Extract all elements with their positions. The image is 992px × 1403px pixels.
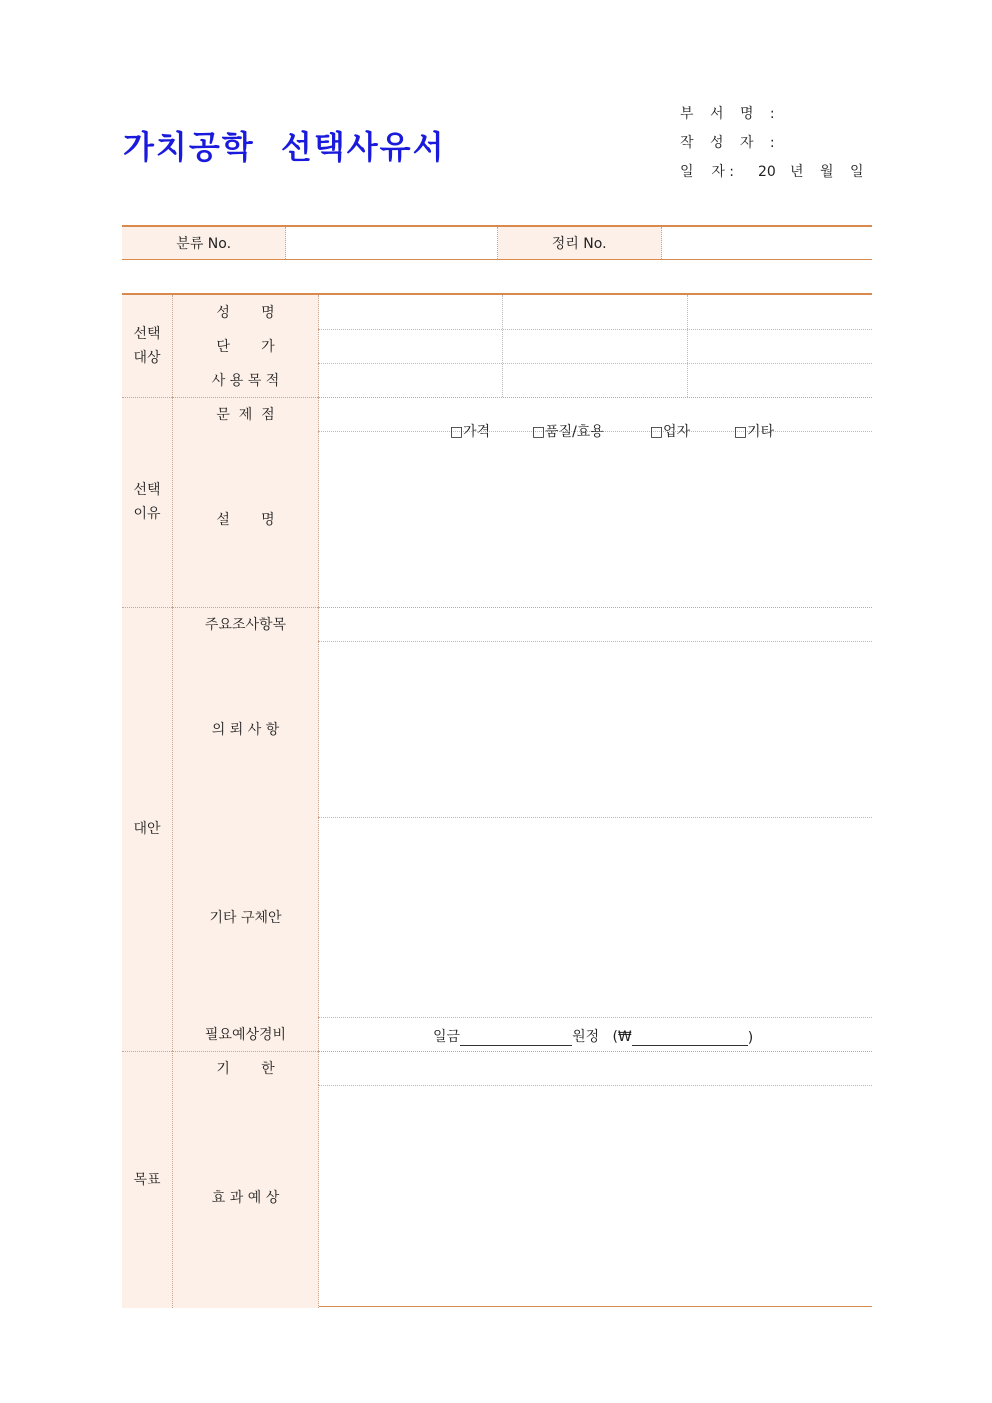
name-input-1[interactable] xyxy=(319,295,502,329)
price-input-3[interactable] xyxy=(688,329,872,363)
purpose-input-1[interactable] xyxy=(319,363,502,397)
quality-checkbox[interactable]: □품질/효용 xyxy=(531,424,604,440)
effect-label: 효 과 예 상 xyxy=(173,1085,319,1308)
explanation-label: 설 명 xyxy=(173,431,319,607)
arrange-no-input[interactable] xyxy=(662,227,872,259)
problem-label: 문 제 점 xyxy=(173,397,319,431)
cost-suffix: ) xyxy=(747,1030,754,1046)
target-section-label: 선택 대상 xyxy=(122,295,173,397)
reason-section-label: 선택 이유 xyxy=(122,397,173,607)
section-divider xyxy=(122,397,872,398)
arrange-no-label: 정리 No. xyxy=(498,227,662,259)
cost-middle: 원정 (₩ xyxy=(572,1029,632,1045)
meta-block xyxy=(680,102,864,189)
price-label: 단 가 xyxy=(173,329,319,363)
row-divider xyxy=(319,1017,872,1018)
vendor-checkbox[interactable]: □업자 xyxy=(649,424,691,440)
deadline-label: 기 한 xyxy=(173,1051,319,1085)
other-checkbox[interactable]: □기타 xyxy=(733,424,775,440)
date-label: 일 자 : xyxy=(680,164,735,180)
date-year-unit: 년 xyxy=(790,164,804,180)
deadline-input[interactable] xyxy=(319,1051,872,1085)
explanation-input[interactable] xyxy=(319,431,872,607)
cost-prefix: 일금 xyxy=(433,1029,461,1045)
cost-input-row xyxy=(433,1026,753,1046)
cost-korean-amount-input[interactable] xyxy=(460,1031,572,1046)
effect-input[interactable] xyxy=(319,1085,872,1308)
price-checkbox[interactable]: □가격 xyxy=(449,424,491,440)
date-month-unit: 월 xyxy=(820,164,834,180)
main-form-table xyxy=(122,293,872,1307)
other-plan-label: 기타 구체안 xyxy=(173,817,319,1017)
price-input-2[interactable] xyxy=(503,329,687,363)
author-field[interactable]: 작 성 자 : xyxy=(680,135,781,151)
classification-table xyxy=(122,225,872,260)
name-input-3[interactable] xyxy=(688,295,872,329)
price-input-1[interactable] xyxy=(319,329,502,363)
alternative-section-label: 대안 xyxy=(122,607,173,1051)
other-plan-input[interactable] xyxy=(319,817,872,1017)
dept-field[interactable]: 부 서 명 : xyxy=(680,106,781,122)
purpose-label: 사 용 목 적 xyxy=(173,363,319,397)
cost-numeric-amount-input[interactable] xyxy=(632,1031,748,1046)
name-input-2[interactable] xyxy=(503,295,687,329)
purpose-input-2[interactable] xyxy=(503,363,687,397)
page-title: 가치공학 선택사유서 xyxy=(123,128,446,166)
date-day-unit: 일 xyxy=(850,164,864,180)
class-no-input[interactable] xyxy=(286,227,497,259)
survey-items-input[interactable] xyxy=(319,607,872,641)
name-label: 성 명 xyxy=(173,295,319,329)
date-year: 20 xyxy=(758,164,776,180)
date-field[interactable] xyxy=(680,160,864,189)
class-no-label: 분류 No. xyxy=(122,227,286,259)
request-label: 의 뢰 사 항 xyxy=(173,641,319,817)
cost-label: 필요예상경비 xyxy=(173,1017,319,1051)
request-input[interactable] xyxy=(319,641,872,817)
survey-items-label: 주요조사항목 xyxy=(173,607,319,641)
purpose-input-3[interactable] xyxy=(688,363,872,397)
goal-section-label: 목표 xyxy=(122,1051,173,1308)
